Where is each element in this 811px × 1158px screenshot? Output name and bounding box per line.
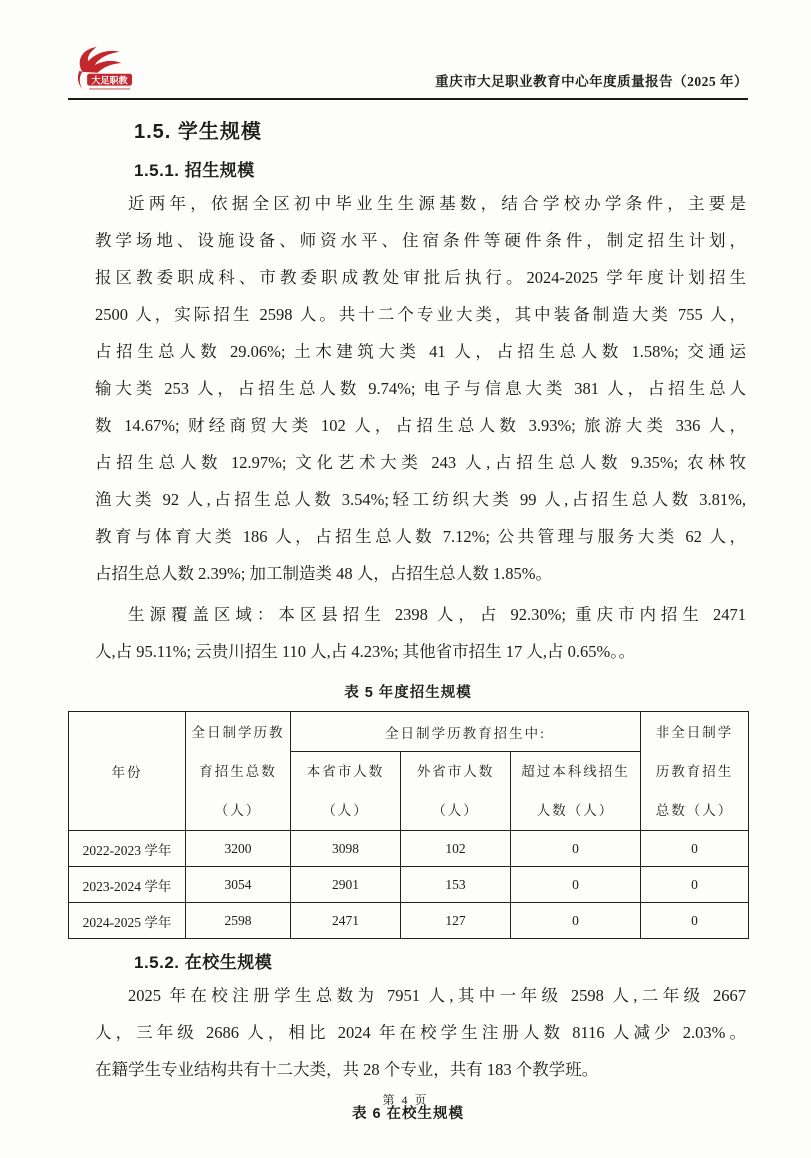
header-local-count: 本省市人数 （人）	[291, 752, 401, 831]
cell-local: 3098	[291, 831, 401, 867]
cell-total: 3054	[186, 867, 291, 903]
text-line: 输大类 253 人，占招生总人数 9.74%; 电子与信息大类 381 人，占招生总人	[95, 379, 746, 398]
cell-above: 0	[511, 831, 641, 867]
section-heading-1-5-1: 1.5.1. 招生规模	[134, 161, 255, 180]
school-logo	[68, 44, 154, 92]
text-line: 数 14.67%; 财经商贸大类 102 人，占招生总人数 3.93%; 旅游大类 336 人，	[95, 416, 746, 435]
text-line: 2500 人，实际招生 2598 人。共十二个专业大类，其中装备制造大类 755 人，	[95, 305, 746, 324]
header-fulltime-group: 全日制学历教育招生中:	[291, 712, 641, 752]
cell-out: 127	[401, 903, 511, 939]
header-fulltime-total: 全日制学历教 育招生总数 （人）	[186, 712, 291, 831]
page-header	[68, 44, 748, 100]
text-line: 生源覆盖区域：本区县招生 2398 人，占 92.30%; 重庆市内招生 2471	[128, 605, 746, 624]
cell-nonfull: 0	[641, 903, 749, 939]
source-region-paragraph	[95, 596, 746, 670]
table5-caption: 表 5 年度招生规模	[344, 685, 472, 701]
header-outside-count: 外省市人数 （人）	[401, 752, 511, 831]
table-row	[69, 831, 749, 867]
current-students-paragraph	[95, 977, 746, 1088]
text-line: 教育与体育大类 186 人，占招生总人数 7.12%; 公共管理与服务大类 62 人，	[95, 527, 746, 546]
phoenix-logo-icon	[68, 44, 154, 92]
text-line: 在籍学生专业结构共有十二大类，共 28 个专业，共有 183 个教学班。	[95, 1060, 599, 1079]
table-row	[69, 903, 749, 939]
header-nonfulltime-total: 非全日制学 历教育招生 总数（人）	[641, 712, 749, 831]
cell-out: 153	[401, 867, 511, 903]
section-heading-1-5: 1.5. 学生规模	[134, 121, 262, 143]
cell-total: 2598	[186, 903, 291, 939]
cell-nonfull: 0	[641, 867, 749, 903]
logo-badge-text: 大足职教	[91, 75, 128, 86]
cell-year: 2023-2024 学年	[69, 867, 186, 903]
text-line: 人，三年级 2686 人，相比 2024 年在校学生注册人数 8116 人减少 2.03%。	[95, 1023, 746, 1042]
report-title: 重庆市大足职业教育中心年度质量报告（2025 年）	[435, 74, 748, 89]
cell-local: 2901	[291, 867, 401, 903]
text-line: 2025 年在校注册学生总数为 7951 人,其中一年级 2598 人,二年级 2667	[128, 986, 746, 1005]
table6-caption: 表 6 在校生规模	[351, 1106, 465, 1122]
text-line: 人,占 95.11%; 云贵川招生 110 人,占 4.23%; 其他省市招生 17 人,占 0.65%。。	[95, 642, 636, 661]
annual-enrollment-table	[68, 711, 749, 939]
cell-out: 102	[401, 831, 511, 867]
cell-above: 0	[511, 867, 641, 903]
page-number: 第 4 页	[382, 1093, 429, 1107]
cell-total: 3200	[186, 831, 291, 867]
text-line: 报区教委职成科、市教委职成教处审批后执行。2024-2025 学年度计划招生	[95, 268, 746, 287]
text-line: 渔大类 92 人,占招生总人数 3.54%;轻工纺织大类 99 人,占招生总人数 3.81%,	[95, 490, 746, 509]
cell-year: 2024-2025 学年	[69, 903, 186, 939]
header-year: 年份	[69, 712, 186, 831]
table-row	[69, 867, 749, 903]
cell-above: 0	[511, 903, 641, 939]
enrollment-paragraph	[95, 185, 746, 592]
page-footer	[0, 1091, 811, 1108]
section-heading-1-5-2: 1.5.2. 在校生规模	[134, 953, 273, 972]
text-line: 占招生总人数 2.39%; 加工制造类 48 人，占招生总人数 1.85%。	[95, 564, 552, 583]
cell-year: 2022-2023 学年	[69, 831, 186, 867]
cell-local: 2471	[291, 903, 401, 939]
text-line: 占招生总人数 29.06%; 土木建筑大类 41 人，占招生总人数 1.58%; 交通运	[95, 342, 746, 361]
cell-nonfull: 0	[641, 831, 749, 867]
header-above-line-count: 超过本科线招生 人数（人）	[511, 752, 641, 831]
text-line: 占招生总人数 12.97%; 文化艺术大类 243 人,占招生总人数 9.35%; 农林牧	[95, 453, 746, 472]
text-line: 教学场地、设施设备、师资水平、住宿条件等硬件条件，制定招生计划，	[95, 231, 746, 250]
text-line: 近两年，依据全区初中毕业生生源基数，结合学校办学条件，主要是	[128, 194, 746, 213]
